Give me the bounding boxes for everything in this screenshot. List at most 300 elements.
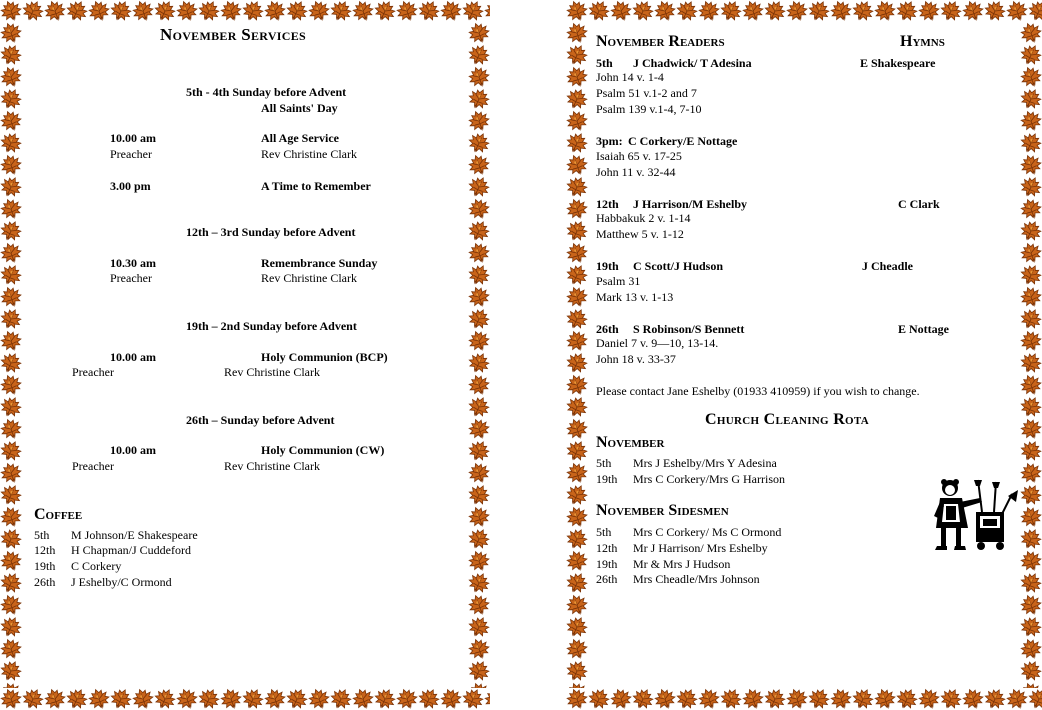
coffee-date: 5th	[34, 528, 50, 542]
maple-leaf-icon	[1020, 616, 1042, 638]
service-role: Preacher	[72, 459, 114, 473]
maple-leaf-icon	[330, 0, 352, 22]
coffee-title: Coffee	[34, 506, 83, 523]
maple-leaf-icon	[352, 688, 374, 710]
maple-leaf-icon	[1006, 688, 1028, 710]
coffee-names: H Chapman/J Cuddeford	[71, 543, 191, 557]
maple-leaf-icon	[264, 0, 286, 22]
maple-leaf-icon	[566, 682, 588, 688]
maple-leaf-icon	[0, 198, 22, 220]
maple-leaf-icon	[566, 110, 588, 132]
maple-leaf-icon	[0, 132, 22, 154]
cleaning-date: 19th	[596, 472, 618, 486]
service-time: 10.00 am	[110, 443, 156, 457]
leaf-border-right	[1020, 22, 1042, 688]
maple-leaf-icon	[786, 688, 808, 710]
maple-leaf-icon	[0, 242, 22, 264]
maple-leaf-icon	[176, 688, 198, 710]
maple-leaf-icon	[468, 330, 490, 352]
maple-leaf-icon	[1020, 308, 1042, 330]
maple-leaf-icon	[918, 688, 940, 710]
maple-leaf-icon	[0, 110, 22, 132]
week-heading: 19th – 2nd Sunday before Advent	[186, 319, 357, 333]
maple-leaf-icon	[66, 0, 88, 22]
maple-leaf-icon	[566, 440, 588, 462]
reader-names: C Scott/J Hudson	[633, 259, 724, 273]
maple-leaf-icon	[484, 0, 490, 22]
maple-leaf-icon	[468, 572, 490, 594]
maple-leaf-icon	[566, 616, 588, 638]
maple-leaf-icon	[1020, 418, 1042, 440]
maple-leaf-icon	[1020, 242, 1042, 264]
maple-leaf-icon	[1020, 154, 1042, 176]
maple-leaf-icon	[0, 440, 22, 462]
maple-leaf-icon	[1020, 88, 1042, 110]
maple-leaf-icon	[0, 506, 22, 528]
maple-leaf-icon	[566, 396, 588, 418]
maple-leaf-icon	[1020, 484, 1042, 506]
maple-leaf-icon	[308, 0, 330, 22]
maple-leaf-icon	[330, 688, 352, 710]
reader-names: J Harrison/M Eshelby	[633, 197, 748, 211]
maple-leaf-icon	[1020, 682, 1042, 688]
maple-leaf-icon	[468, 682, 490, 688]
maple-leaf-icon	[852, 688, 874, 710]
reader-names: C Corkery/E Nottage	[628, 134, 738, 148]
maple-leaf-icon	[220, 0, 242, 22]
sidesmen-names: Mr J Harrison/ Mrs Eshelby	[633, 541, 768, 555]
maple-leaf-icon	[1020, 176, 1042, 198]
maple-leaf-icon	[468, 110, 490, 132]
week-heading: 12th – 3rd Sunday before Advent	[186, 225, 356, 239]
maple-leaf-icon	[0, 220, 22, 242]
leaf-border-top	[566, 0, 1042, 22]
service-person: Rev Christine Clark	[224, 365, 320, 379]
reader-date: 26th	[596, 322, 619, 336]
coffee-date: 19th	[34, 559, 56, 573]
maple-leaf-icon	[374, 688, 396, 710]
hymns-title: Hymns	[900, 33, 945, 50]
maple-leaf-icon	[918, 0, 940, 22]
maple-leaf-icon	[808, 688, 830, 710]
maple-leaf-icon	[1028, 688, 1042, 710]
reader-date: 12th	[596, 197, 619, 211]
maple-leaf-icon	[566, 0, 588, 22]
maple-leaf-icon	[468, 132, 490, 154]
maple-leaf-icon	[468, 484, 490, 506]
sidesmen-names: Mrs Cheadle/Mrs Johnson	[633, 572, 760, 586]
maple-leaf-icon	[440, 688, 462, 710]
maple-leaf-icon	[0, 418, 22, 440]
reader-names: J Chadwick/ T Adesina	[633, 56, 752, 70]
maple-leaf-icon	[654, 0, 676, 22]
maple-leaf-icon	[468, 352, 490, 374]
maple-leaf-icon	[0, 66, 22, 88]
maple-leaf-icon	[0, 0, 22, 22]
maple-leaf-icon	[566, 242, 588, 264]
maple-leaf-icon	[566, 308, 588, 330]
maple-leaf-icon	[468, 198, 490, 220]
maple-leaf-icon	[566, 22, 588, 44]
maple-leaf-icon	[468, 528, 490, 550]
maple-leaf-icon	[676, 0, 698, 22]
maple-leaf-icon	[468, 264, 490, 286]
maple-leaf-icon	[720, 688, 742, 710]
service-role: Preacher	[110, 271, 152, 285]
sidesmen-date: 5th	[596, 525, 612, 539]
maple-leaf-icon	[154, 688, 176, 710]
maple-leaf-icon	[418, 688, 440, 710]
reading: John 11 v. 32-44	[596, 165, 676, 179]
maple-leaf-icon	[1020, 462, 1042, 484]
maple-leaf-icon	[154, 0, 176, 22]
maple-leaf-icon	[468, 616, 490, 638]
service-name: Holy Communion (CW)	[261, 443, 385, 457]
maple-leaf-icon	[566, 330, 588, 352]
maple-leaf-icon	[566, 88, 588, 110]
maple-leaf-icon	[940, 688, 962, 710]
service-name: A Time to Remember	[261, 179, 371, 193]
maple-leaf-icon	[588, 0, 610, 22]
maple-leaf-icon	[962, 688, 984, 710]
maple-leaf-icon	[1020, 638, 1042, 660]
maple-leaf-icon	[110, 0, 132, 22]
hymns-person: E Shakespeare	[860, 56, 936, 70]
maple-leaf-icon	[1020, 550, 1042, 572]
maple-leaf-icon	[588, 688, 610, 710]
maple-leaf-icon	[632, 0, 654, 22]
maple-leaf-icon	[632, 688, 654, 710]
maple-leaf-icon	[242, 0, 264, 22]
maple-leaf-icon	[1020, 396, 1042, 418]
sidesmen-date: 12th	[596, 541, 618, 555]
hymns-person: C Clark	[898, 197, 940, 211]
maple-leaf-icon	[852, 0, 874, 22]
maple-leaf-icon	[0, 688, 22, 710]
maple-leaf-icon	[198, 0, 220, 22]
services-page	[0, 0, 490, 710]
maple-leaf-icon	[44, 688, 66, 710]
maple-leaf-icon	[698, 688, 720, 710]
maple-leaf-icon	[566, 154, 588, 176]
reader-names: S Robinson/S Bennett	[633, 322, 745, 336]
reading: Daniel 7 v. 9—10, 13-14.	[596, 336, 719, 350]
maple-leaf-icon	[1020, 286, 1042, 308]
maple-leaf-icon	[242, 688, 264, 710]
leaf-border-bottom	[0, 688, 490, 710]
maple-leaf-icon	[468, 220, 490, 242]
week-subheading: All Saints' Day	[261, 101, 338, 115]
maple-leaf-icon	[698, 0, 720, 22]
maple-leaf-icon	[0, 22, 22, 44]
maple-leaf-icon	[0, 286, 22, 308]
maple-leaf-icon	[566, 688, 588, 710]
maple-leaf-icon	[566, 572, 588, 594]
sidesmen-names: Mr & Mrs J Hudson	[633, 557, 731, 571]
maple-leaf-icon	[1020, 220, 1042, 242]
maple-leaf-icon	[1020, 374, 1042, 396]
maple-leaf-icon	[808, 0, 830, 22]
maple-leaf-icon	[462, 688, 484, 710]
maple-leaf-icon	[566, 374, 588, 396]
maple-leaf-icon	[742, 0, 764, 22]
maple-leaf-icon	[1020, 66, 1042, 88]
service-name: Holy Communion (BCP)	[261, 350, 388, 364]
maple-leaf-icon	[468, 286, 490, 308]
reader-date: 19th	[596, 259, 619, 273]
leaf-border-bottom	[566, 688, 1042, 710]
maple-leaf-icon	[468, 44, 490, 66]
maple-leaf-icon	[0, 154, 22, 176]
maple-leaf-icon	[786, 0, 808, 22]
maple-leaf-icon	[830, 688, 852, 710]
maple-leaf-icon	[764, 688, 786, 710]
maple-leaf-icon	[0, 638, 22, 660]
maple-leaf-icon	[396, 688, 418, 710]
reading: John 14 v. 1-4	[596, 70, 664, 84]
maple-leaf-icon	[88, 688, 110, 710]
maple-leaf-icon	[676, 688, 698, 710]
cleaning-date: 5th	[596, 456, 612, 470]
reading: Mark 13 v. 1-13	[596, 290, 674, 304]
service-person: Rev Christine Clark	[261, 271, 357, 285]
week-heading: 26th – Sunday before Advent	[186, 413, 335, 427]
maple-leaf-icon	[0, 352, 22, 374]
maple-leaf-icon	[44, 0, 66, 22]
maple-leaf-icon	[0, 44, 22, 66]
maple-leaf-icon	[610, 0, 632, 22]
maple-leaf-icon	[0, 396, 22, 418]
maple-leaf-icon	[176, 0, 198, 22]
maple-leaf-icon	[1020, 528, 1042, 550]
coffee-date: 26th	[34, 575, 56, 589]
maple-leaf-icon	[0, 528, 22, 550]
maple-leaf-icon	[440, 0, 462, 22]
reading: Psalm 31	[596, 274, 641, 288]
maple-leaf-icon	[468, 154, 490, 176]
maple-leaf-icon	[1020, 22, 1042, 44]
maple-leaf-icon	[22, 688, 44, 710]
maple-leaf-icon	[468, 22, 490, 44]
maple-leaf-icon	[0, 176, 22, 198]
maple-leaf-icon	[566, 264, 588, 286]
maple-leaf-icon	[0, 88, 22, 110]
maple-leaf-icon	[468, 594, 490, 616]
service-role: Preacher	[72, 365, 114, 379]
reading: Psalm 139 v.1-4, 7-10	[596, 102, 702, 116]
maple-leaf-icon	[566, 484, 588, 506]
maple-leaf-icon	[1028, 0, 1042, 22]
maple-leaf-icon	[0, 264, 22, 286]
maple-leaf-icon	[1020, 594, 1042, 616]
maple-leaf-icon	[874, 0, 896, 22]
maple-leaf-icon	[566, 418, 588, 440]
maple-leaf-icon	[984, 688, 1006, 710]
maple-leaf-icon	[1020, 352, 1042, 374]
maple-leaf-icon	[0, 484, 22, 506]
maple-leaf-icon	[0, 616, 22, 638]
service-person: Rev Christine Clark	[224, 459, 320, 473]
service-person: Rev Christine Clark	[261, 147, 357, 161]
service-name: Remembrance Sunday	[261, 256, 378, 270]
reading: Matthew 5 v. 1-12	[596, 227, 684, 241]
maple-leaf-icon	[374, 0, 396, 22]
maple-leaf-icon	[566, 550, 588, 572]
maple-leaf-icon	[0, 330, 22, 352]
maple-leaf-icon	[874, 688, 896, 710]
maple-leaf-icon	[0, 462, 22, 484]
maple-leaf-icon	[742, 688, 764, 710]
maple-leaf-icon	[1020, 132, 1042, 154]
maple-leaf-icon	[610, 688, 632, 710]
sidesmen-names: Mrs C Corkery/ Ms C Ormond	[633, 525, 782, 539]
maple-leaf-icon	[198, 688, 220, 710]
reader-date: 3pm:	[596, 134, 623, 148]
service-time: 10.00 am	[110, 350, 156, 364]
maple-leaf-icon	[22, 0, 44, 22]
maple-leaf-icon	[1020, 572, 1042, 594]
leaf-border-right	[468, 22, 490, 688]
maple-leaf-icon	[110, 688, 132, 710]
sidesmen-date: 19th	[596, 557, 618, 571]
maple-leaf-icon	[0, 572, 22, 594]
cleaner-icon	[928, 476, 1020, 552]
reading: Psalm 51 v.1-2 and 7	[596, 86, 697, 100]
maple-leaf-icon	[830, 0, 852, 22]
reading: John 18 v. 33-37	[596, 352, 676, 366]
maple-leaf-icon	[220, 688, 242, 710]
service-time: 10.00 am	[110, 131, 156, 145]
maple-leaf-icon	[418, 0, 440, 22]
maple-leaf-icon	[566, 198, 588, 220]
maple-leaf-icon	[1020, 506, 1042, 528]
services-title: November Services	[160, 25, 307, 44]
maple-leaf-icon	[0, 308, 22, 330]
readers-title: November Readers	[596, 33, 725, 50]
maple-leaf-icon	[468, 440, 490, 462]
maple-leaf-icon	[468, 418, 490, 440]
maple-leaf-icon	[132, 688, 154, 710]
maple-leaf-icon	[286, 688, 308, 710]
service-time: 10.30 am	[110, 256, 156, 270]
maple-leaf-icon	[566, 594, 588, 616]
maple-leaf-icon	[484, 688, 490, 710]
maple-leaf-icon	[468, 506, 490, 528]
maple-leaf-icon	[566, 638, 588, 660]
maple-leaf-icon	[654, 688, 676, 710]
coffee-names: C Corkery	[71, 559, 122, 573]
maple-leaf-icon	[764, 0, 786, 22]
cleaning-month: November	[596, 434, 665, 451]
maple-leaf-icon	[1020, 660, 1042, 682]
maple-leaf-icon	[468, 242, 490, 264]
maple-leaf-icon	[286, 0, 308, 22]
cleaning-names: Mrs C Corkery/Mrs G Harrison	[633, 472, 785, 486]
cleaning-title: Church Cleaning Rota	[705, 411, 869, 428]
maple-leaf-icon	[566, 528, 588, 550]
sidesmen-date: 26th	[596, 572, 618, 586]
reader-date: 5th	[596, 56, 613, 70]
maple-leaf-icon	[566, 506, 588, 528]
maple-leaf-icon	[566, 44, 588, 66]
maple-leaf-icon	[566, 132, 588, 154]
maple-leaf-icon	[566, 660, 588, 682]
reading: Habbakuk 2 v. 1-14	[596, 211, 691, 225]
leaf-border-left	[0, 22, 22, 688]
maple-leaf-icon	[984, 0, 1006, 22]
maple-leaf-icon	[566, 352, 588, 374]
maple-leaf-icon	[468, 396, 490, 418]
maple-leaf-icon	[468, 462, 490, 484]
maple-leaf-icon	[468, 638, 490, 660]
maple-leaf-icon	[0, 550, 22, 572]
maple-leaf-icon	[1020, 330, 1042, 352]
maple-leaf-icon	[0, 660, 22, 682]
maple-leaf-icon	[462, 0, 484, 22]
leaf-border-top	[0, 0, 490, 22]
maple-leaf-icon	[962, 0, 984, 22]
cleaning-names: Mrs J Eshelby/Mrs Y Adesina	[633, 456, 777, 470]
maple-leaf-icon	[66, 688, 88, 710]
service-role: Preacher	[110, 147, 152, 161]
maple-leaf-icon	[352, 0, 374, 22]
maple-leaf-icon	[468, 550, 490, 572]
maple-leaf-icon	[566, 462, 588, 484]
maple-leaf-icon	[0, 682, 22, 688]
service-name: All Age Service	[261, 131, 339, 145]
maple-leaf-icon	[0, 374, 22, 396]
maple-leaf-icon	[566, 286, 588, 308]
hymns-person: E Nottage	[898, 322, 949, 336]
coffee-names: J Eshelby/C Ormond	[71, 575, 172, 589]
hymns-person: J Cheadle	[862, 259, 913, 273]
maple-leaf-icon	[720, 0, 742, 22]
contact-note: Please contact Jane Eshelby (01933 410959) if you wish to change.	[596, 384, 920, 398]
coffee-date: 12th	[34, 543, 56, 557]
maple-leaf-icon	[396, 0, 418, 22]
maple-leaf-icon	[88, 0, 110, 22]
maple-leaf-icon	[566, 66, 588, 88]
maple-leaf-icon	[1020, 110, 1042, 132]
maple-leaf-icon	[940, 0, 962, 22]
maple-leaf-icon	[468, 308, 490, 330]
sidesmen-title: November Sidesmen	[596, 502, 729, 519]
maple-leaf-icon	[468, 374, 490, 396]
maple-leaf-icon	[0, 594, 22, 616]
maple-leaf-icon	[896, 0, 918, 22]
maple-leaf-icon	[1020, 198, 1042, 220]
maple-leaf-icon	[468, 176, 490, 198]
maple-leaf-icon	[566, 176, 588, 198]
maple-leaf-icon	[1020, 44, 1042, 66]
maple-leaf-icon	[1020, 440, 1042, 462]
maple-leaf-icon	[468, 660, 490, 682]
leaf-border-left	[566, 22, 588, 688]
maple-leaf-icon	[468, 88, 490, 110]
maple-leaf-icon	[566, 220, 588, 242]
service-time: 3.00 pm	[110, 179, 151, 193]
maple-leaf-icon	[468, 66, 490, 88]
week-heading: 5th - 4th Sunday before Advent	[186, 85, 347, 99]
maple-leaf-icon	[264, 688, 286, 710]
maple-leaf-icon	[1020, 264, 1042, 286]
coffee-names: M Johnson/E Shakespeare	[71, 528, 198, 542]
maple-leaf-icon	[896, 688, 918, 710]
reading: Isaiah 65 v. 17-25	[596, 149, 682, 163]
maple-leaf-icon	[1006, 0, 1028, 22]
maple-leaf-icon	[308, 688, 330, 710]
maple-leaf-icon	[132, 0, 154, 22]
